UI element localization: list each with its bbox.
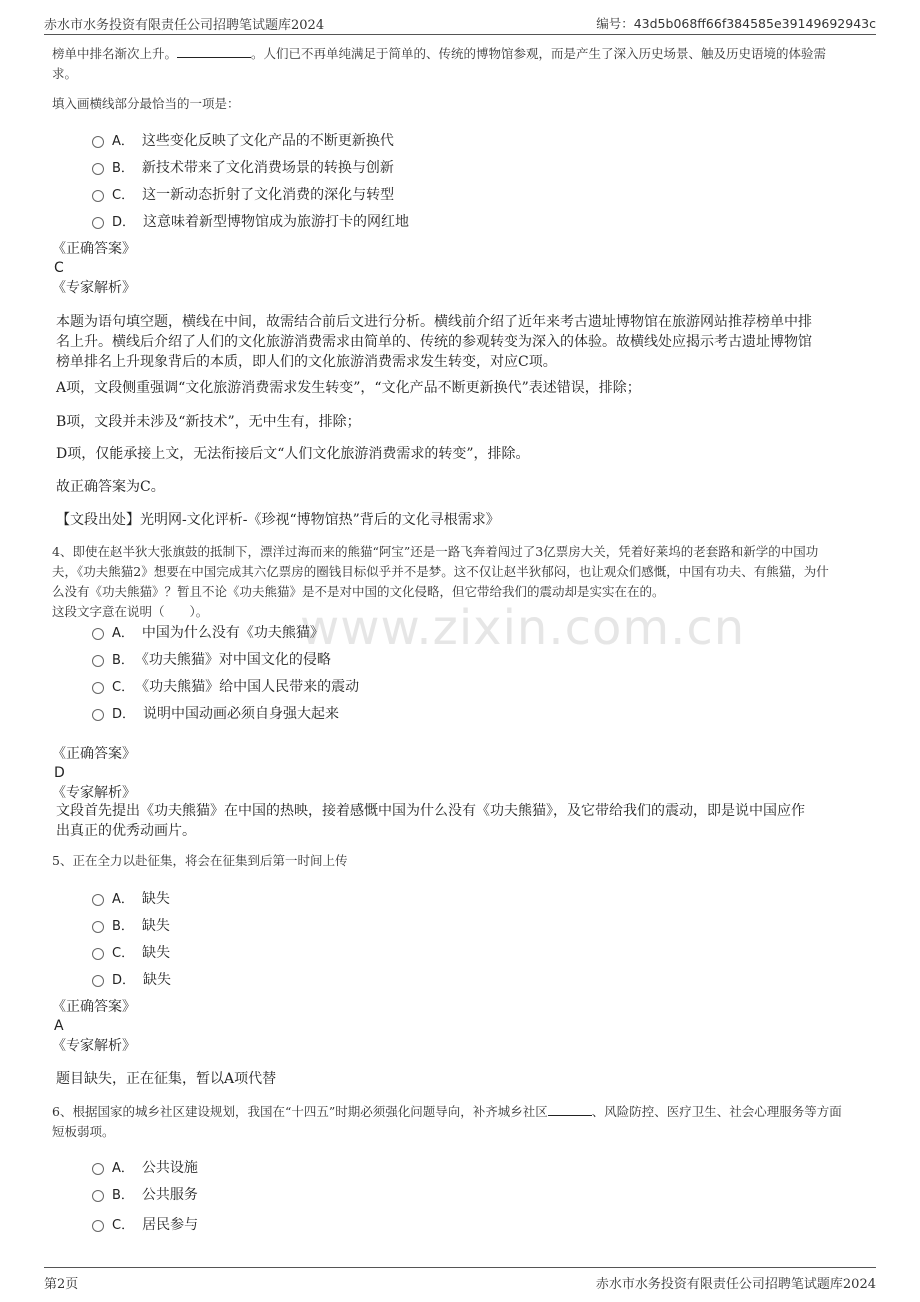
q3-answer-label: 《正确答案》 — [52, 241, 136, 257]
q4-answer-label: 《正确答案》 — [52, 746, 136, 762]
q6-option-b[interactable]: B． 公共服务 — [92, 1184, 198, 1204]
q5-option-d[interactable]: D． 缺失 — [92, 969, 171, 989]
q3-analysis: 本题为语句填空题，横线在中间，故需结合前后文进行分析。横线前介绍了近年来考古遗址博物馆在旅游网站推荐榜单中排 名上升。横线后介绍了人们的文化旅游消费需求由简单的、传统的参观转变为深入的体验。故横线处应揭示考古遗址博物馆 榜单排名上升现象背后的本质，即人们的文化旅游消费需求发生转变，对应C项。 — [56, 314, 812, 370]
page-number: 第2页 — [44, 1277, 79, 1292]
q3-option-c[interactable]: C． 这一新动态折射了文化消费的深化与转型 — [92, 184, 394, 204]
radio-icon[interactable] — [92, 190, 104, 202]
q5-option-a[interactable]: A． 缺失 — [92, 888, 170, 908]
radio-icon[interactable] — [92, 217, 104, 229]
q5-option-b[interactable]: B． 缺失 — [92, 915, 170, 935]
q6-option-c[interactable]: C． 居民参与 — [92, 1214, 198, 1234]
q4-option-c[interactable]: C． 《功夫熊猫》给中国人民带来的震动 — [92, 676, 359, 696]
q3-conclusion: 故正确答案为C。 — [56, 479, 165, 495]
document-id: 编号：43d5b068ff66f384585e39149692943c — [596, 16, 876, 31]
q4-stem: 4、即使在赵半狄大张旗鼓的抵制下，漂洋过海而来的熊猫“阿宝”还是一路飞奔着闯过了3亿票房大关，凭着好莱坞的老套路和新学的中国功 夫，《功夫熊猫2》想要在中国完成其六亿票房的圈钱目标似乎并不是梦。这不仅让赵半狄郁闷，也让观众们感慨，中国有功夫、有熊猫，为什 么没有《功夫熊猫》？暂且不论《功夫熊猫》是不是对中国的文化侵略，但它带给我们的震动却是实实在在的。 这段文字意在说明（ ）。 — [52, 544, 829, 619]
radio-icon[interactable] — [92, 1220, 104, 1232]
radio-icon[interactable] — [92, 136, 104, 148]
radio-icon[interactable] — [92, 682, 104, 694]
q3-option-a[interactable]: A． 这些变化反映了文化产品的不断更新换代 — [92, 130, 394, 150]
radio-icon[interactable] — [92, 921, 104, 933]
q5-analysis: 题目缺失，正在征集，暂以A项代替 — [56, 1071, 277, 1087]
radio-icon[interactable] — [92, 894, 104, 906]
fill-blank — [548, 1103, 592, 1116]
q4-option-a[interactable]: A． 中国为什么没有《功夫熊猫》 — [92, 622, 324, 642]
q3-option-d[interactable]: D． 这意味着新型博物馆成为旅游打卡的网红地 — [92, 211, 409, 231]
radio-icon[interactable] — [92, 655, 104, 667]
radio-icon[interactable] — [92, 709, 104, 721]
q3-explain-d: D项，仅能承接上文，无法衔接后文“人们文化旅游消费需求的转变”，排除。 — [56, 446, 530, 462]
q5-analysis-label: 《专家解析》 — [52, 1038, 136, 1054]
page-header — [44, 12, 876, 35]
q3-option-b[interactable]: B． 新技术带来了文化消费场景的转换与创新 — [92, 157, 394, 177]
footer-title: 赤水市水务投资有限责任公司招聘笔试题库2024 — [595, 1277, 876, 1292]
fill-blank — [177, 45, 251, 58]
q3-intro: 榜单中排名渐次上升。 。人们已不再单纯满足于简单的、传统的博物馆参观，而是产生了深入历史场景、触及历史语境的体验需 求。 — [52, 46, 827, 81]
q5-answer-label: 《正确答案》 — [52, 999, 136, 1015]
q3-explain-b: B项，文段并未涉及“新技术”，无中生有，排除； — [56, 414, 361, 430]
q4-option-d[interactable]: D． 说明中国动画必须自身强大起来 — [92, 703, 339, 723]
q6-stem: 6、根据国家的城乡社区建设规划，我国在“十四五”时期必须强化问题导向，补齐城乡社区 、风险防控、医疗卫生、社会心理服务等方面 短板弱项。 — [52, 1104, 842, 1139]
q3-answer: C — [54, 260, 64, 276]
q3-analysis-label: 《专家解析》 — [52, 280, 136, 296]
watermark: www.zixin.com.cn — [300, 600, 746, 656]
radio-icon[interactable] — [92, 975, 104, 987]
radio-icon[interactable] — [92, 163, 104, 175]
radio-icon[interactable] — [92, 628, 104, 640]
q3-prompt: 填入画横线部分最恰当的一项是： — [52, 96, 240, 111]
q3-source: 【文段出处】光明网-文化评析-《珍视“博物馆热”背后的文化寻根需求》 — [56, 512, 500, 528]
q5-answer: A — [54, 1018, 64, 1034]
q6-option-a[interactable]: A． 公共设施 — [92, 1157, 198, 1177]
page-footer — [44, 1267, 876, 1290]
radio-icon[interactable] — [92, 948, 104, 960]
radio-icon[interactable] — [92, 1163, 104, 1175]
q4-analysis-label: 《专家解析》 — [52, 785, 136, 801]
q5-stem: 5、正在全力以赴征集，将会在征集到后第一时间上传 — [52, 853, 348, 868]
q4-answer: D — [54, 765, 65, 781]
q4-option-b[interactable]: B． 《功夫熊猫》对中国文化的侵略 — [92, 649, 331, 669]
q3-explain-a: A项，文段侧重强调“文化旅游消费需求发生转变”，“文化产品不断更新换代”表述错误，排除； — [56, 380, 641, 396]
q5-option-c[interactable]: C． 缺失 — [92, 942, 170, 962]
q4-analysis: 文段首先提出《功夫熊猫》在中国的热映，接着感慨中国为什么没有《功夫熊猫》，及它带给我们的震动，即是说中国应作 出真正的优秀动画片。 — [56, 803, 805, 839]
header-title: 赤水市水务投资有限责任公司招聘笔试题库2024 — [44, 18, 325, 33]
radio-icon[interactable] — [92, 1190, 104, 1202]
